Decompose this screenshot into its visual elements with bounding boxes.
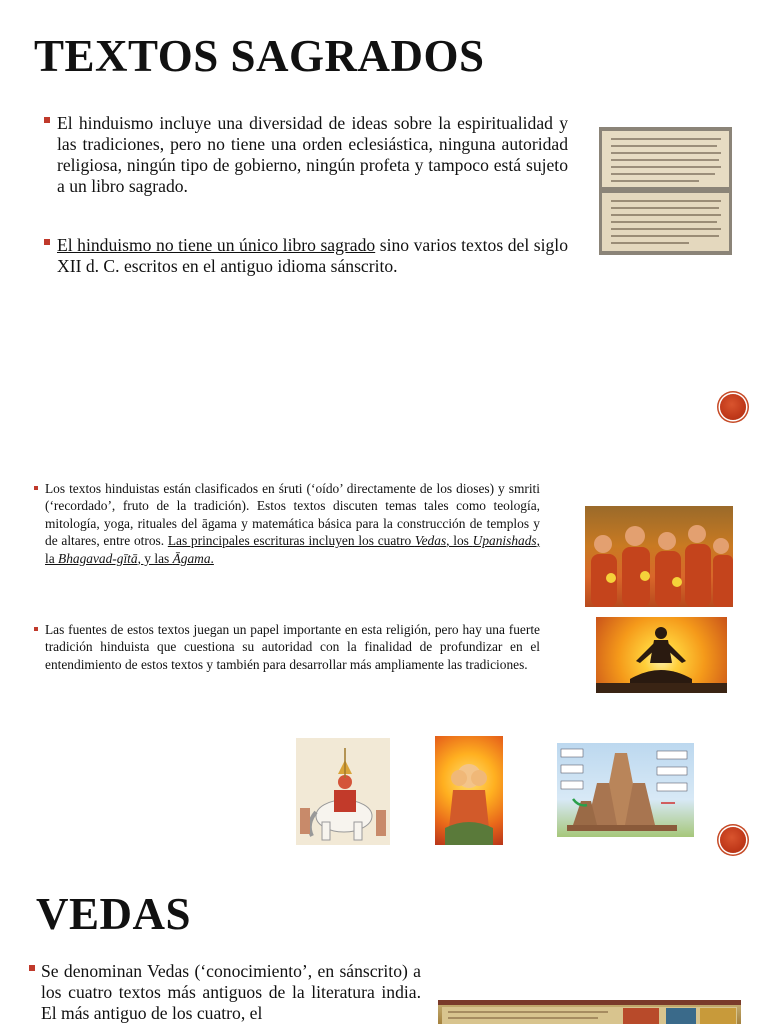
page-title: TEXTOS SAGRADOS — [34, 31, 485, 81]
vedas-manuscript-illustration — [438, 1000, 741, 1024]
bullet-marker — [34, 486, 38, 490]
bullet-text: El hinduismo no tiene un único libro sagrado sino varios textos del siglo XII d. C. escritos en el antiguo idioma sánscrito. — [57, 235, 568, 276]
bullet-item — [34, 621, 540, 673]
bullet-item — [44, 113, 568, 197]
bullet-text: El hinduismo incluye una diversidad de ideas sobre la espiritualidad y las tradiciones, pero no tiene una orden eclesiástica, ninguna autoridad religiosa, ningún tipo de gobierno, ningún profeta y tampoco está sujeto a un libro sagrado. — [57, 113, 568, 196]
monks-illustration — [585, 506, 733, 607]
bullet-marker — [44, 239, 50, 245]
meditation-sunset-image — [596, 617, 727, 693]
deity-on-elephant-image — [296, 738, 390, 845]
slide-navigation-circle[interactable] — [720, 827, 746, 853]
bullet-marker — [34, 627, 38, 631]
sanskrit-manuscript-image — [599, 127, 732, 255]
meditation-illustration — [596, 617, 727, 693]
bullet-item — [29, 961, 421, 1024]
fire-deity-illustration — [435, 736, 503, 845]
monks-procession-image — [585, 506, 733, 607]
section-title: VEDAS — [36, 889, 192, 939]
bullet-marker — [29, 965, 35, 971]
bullet-text: Las fuentes de estos textos juegan un papel importante en esta religión, pero hay una fuerte tradición hinduista que cuestiona su autoridad con la finalidad de profundizar en el entendimiento de estos textos y también para desarrollar más ampliamente las tradiciones. — [45, 622, 540, 672]
temple-illustration — [557, 743, 694, 837]
fire-deity-image — [435, 736, 503, 845]
manuscript-illustration — [599, 127, 732, 255]
deity-elephant-illustration — [296, 738, 390, 845]
vedas-manuscript-image — [438, 1000, 741, 1024]
bullet-item — [34, 480, 540, 567]
bullet-marker — [44, 117, 50, 123]
slide-navigation-circle[interactable] — [720, 394, 746, 420]
bullet-text: Se denominan Vedas (‘conocimiento’, en sánscrito) a los cuatro textos más antiguos de la literatura india. El más antiguo de los cuatro, el — [41, 961, 421, 1023]
temple-diagram-image — [557, 743, 694, 837]
bullet-item — [44, 235, 568, 277]
hinduism-link[interactable]: El hinduismo no tiene un único libro sagrado — [57, 235, 376, 255]
scriptures-link[interactable]: Las principales escrituras incluyen los cuatro Vedas, los Upanishads, la Bhagavad-gītā, y las Āgama. — [45, 533, 541, 566]
bullet-text: Los textos hinduistas están clasificados en śruti (‘oído’ directamente de los dioses) y smriti (‘recordado’, fruto de la tradición). Estos textos discuten temas tales como teología, mitología, yoga, rituales del āgama y matemática básica para la construcción de templos y de altares, entre otros. Las principales escrituras incluyen los cuatro Vedas, los Upanishads, la Bhagavad-gītā, y las Āgama. — [45, 481, 541, 566]
